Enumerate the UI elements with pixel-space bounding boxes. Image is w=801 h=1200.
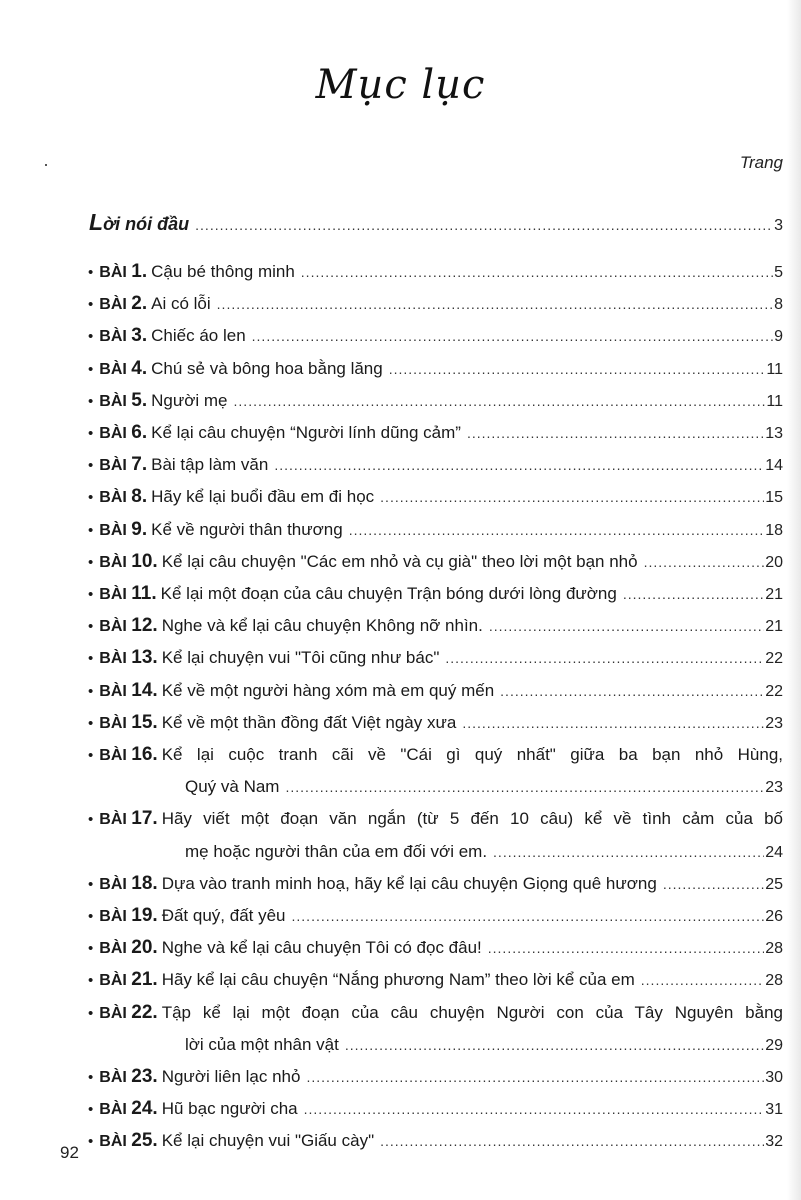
lesson-label — [99, 514, 147, 546]
lesson-title-continued: mẹ hoặc người thân của em đối với em. — [185, 841, 488, 861]
bullet-icon: • — [88, 650, 94, 668]
lesson-prefix: BÀI — [99, 972, 127, 990]
lesson-label — [99, 546, 157, 578]
lesson-label — [99, 707, 157, 739]
lesson-prefix: BÀI — [99, 360, 127, 378]
lesson-number: 20. — [131, 937, 158, 959]
toc-entry[interactable] — [88, 481, 783, 513]
lesson-page-number: 21 — [765, 618, 783, 636]
bullet-icon: • — [88, 811, 94, 829]
lesson-prefix: BÀI — [99, 618, 127, 636]
lesson-prefix: BÀI — [99, 264, 127, 281]
bullet-icon: • — [88, 1004, 94, 1022]
dot-leader — [349, 515, 765, 546]
lesson-number: 4. — [131, 357, 148, 379]
lesson-prefix: BÀI — [99, 425, 127, 443]
bullet-icon: • — [88, 1101, 94, 1119]
lesson-prefix: BÀI — [99, 1069, 127, 1087]
lesson-prefix: BÀI — [99, 1133, 127, 1151]
bullet-icon: • — [88, 972, 94, 990]
lesson-title: Chú sẻ và bông hoa bằng lăng — [151, 358, 383, 378]
lesson-number: 11. — [131, 583, 157, 605]
dot-leader — [663, 869, 764, 900]
lesson-number: 3. — [131, 325, 148, 347]
bullet-icon: • — [88, 1069, 94, 1087]
lesson-title: Kể về một thần đồng đất Việt ngày xưa — [161, 712, 457, 732]
page-edge-shadow — [787, 0, 801, 1200]
lesson-page-number: 14 — [765, 457, 783, 475]
lesson-prefix: BÀI — [99, 714, 127, 732]
dot-leader — [304, 1094, 765, 1125]
lesson-number: 25. — [131, 1130, 158, 1152]
lesson-title: Nghe và kể lại câu chuyện Tôi có đọc đâu! — [161, 938, 482, 958]
lesson-label — [99, 932, 157, 964]
lesson-number: 19. — [131, 905, 158, 927]
lesson-page-number: 28 — [765, 972, 783, 990]
lesson-label — [99, 385, 147, 417]
toc-entry[interactable] — [88, 803, 783, 867]
lesson-label — [99, 1061, 157, 1093]
dot-leader — [644, 547, 765, 578]
lesson-label — [99, 256, 147, 288]
toc-entry[interactable] — [88, 997, 783, 1061]
lesson-prefix: BÀI — [99, 553, 127, 571]
lesson-title: Đất quý, đất yêu — [161, 906, 286, 926]
lesson-number: 1. — [131, 261, 148, 282]
toc-entry[interactable] — [88, 642, 783, 674]
lesson-title: Tập kể lại một đoạn của câu chuyện Người con của Tây Nguyên bằng — [161, 1002, 783, 1022]
dot-leader — [500, 676, 764, 707]
lesson-page-number: 20 — [765, 553, 783, 571]
lesson-label — [99, 417, 147, 449]
toc-entry[interactable] — [88, 675, 783, 707]
lesson-title: Hãy kể lại câu chuyện “Nắng phương Nam” theo lời kể của em — [161, 970, 635, 990]
dot-leader — [274, 450, 764, 481]
lesson-label — [99, 578, 156, 610]
lesson-title: Kể về người thân thương — [151, 519, 343, 539]
toc-entry[interactable] — [88, 868, 783, 900]
lesson-title: Cậu bé thông minh — [151, 262, 295, 281]
lesson-prefix: BÀI — [99, 489, 127, 507]
lesson-page-number: 11 — [766, 360, 783, 378]
lesson-label — [99, 964, 157, 996]
lesson-label — [99, 900, 157, 932]
lesson-number: 5. — [131, 389, 148, 411]
bullet-icon: • — [88, 489, 94, 507]
dot-leader — [380, 482, 764, 513]
lesson-page-number: 13 — [765, 425, 783, 443]
lesson-number: 15. — [131, 711, 158, 733]
lesson-title: Ai có lỗi — [151, 294, 211, 314]
lesson-prefix: BÀI — [99, 940, 127, 958]
lesson-prefix: BÀI — [99, 328, 127, 346]
intro-page-number: 3 — [774, 217, 783, 234]
dot-leader — [641, 965, 764, 996]
page-title: Mục lục — [315, 62, 486, 108]
lesson-number: 6. — [131, 422, 148, 444]
lesson-number: 21. — [131, 969, 158, 991]
page-column-label: Trang — [739, 153, 783, 172]
toc-entry[interactable] — [88, 1093, 783, 1125]
bullet-icon: • — [88, 425, 94, 443]
lesson-prefix: BÀI — [99, 908, 127, 926]
lesson-page-number: 23 — [765, 779, 783, 797]
lesson-number: 24. — [131, 1098, 158, 1120]
lesson-label — [99, 610, 157, 642]
toc-entry-intro[interactable] — [89, 209, 783, 236]
lesson-prefix: BÀI — [99, 457, 127, 475]
dot-leader — [380, 1126, 764, 1157]
lesson-page-number: 25 — [765, 875, 783, 893]
bullet-icon: • — [88, 875, 94, 893]
lesson-page-number: 5 — [774, 264, 783, 281]
lesson-number: 9. — [131, 518, 148, 540]
bullet-icon: • — [88, 296, 94, 314]
lesson-title: Kể lại chuyện vui "Giấu cày" — [161, 1131, 375, 1151]
lesson-page-number: 22 — [765, 650, 783, 668]
toc-entry[interactable] — [88, 546, 783, 578]
lesson-page-number: 8 — [774, 296, 783, 314]
toc-entry[interactable] — [88, 578, 783, 610]
lesson-prefix: BÀI — [99, 1004, 127, 1022]
toc-entry[interactable] — [88, 256, 783, 288]
lesson-prefix: BÀI — [99, 392, 127, 410]
toc-entry[interactable] — [88, 385, 783, 417]
lesson-prefix: BÀI — [99, 875, 127, 893]
lesson-page-number: 24 — [765, 843, 783, 861]
lesson-page-number: 29 — [765, 1036, 783, 1054]
lesson-label — [99, 481, 147, 513]
lesson-page-number: 32 — [765, 1133, 783, 1151]
lesson-page-number: 30 — [765, 1069, 783, 1087]
toc-entry[interactable] — [88, 932, 783, 964]
lesson-page-number: 21 — [765, 586, 783, 604]
bullet-icon: • — [88, 682, 94, 700]
lesson-title: Kể lại chuyện vui "Tôi cũng như bác" — [161, 648, 440, 668]
lesson-prefix: BÀI — [99, 650, 127, 668]
lesson-label — [99, 642, 157, 674]
toc-entry[interactable] — [88, 1061, 783, 1093]
lesson-number: 7. — [131, 454, 148, 476]
bullet-icon: • — [88, 328, 94, 346]
dot-leader — [252, 321, 773, 352]
lesson-title: Kể lại cuộc tranh cãi về "Cái gì quý nhất" giữa ba bạn nhỏ Hùng, — [161, 745, 783, 765]
bullet-icon: • — [88, 521, 94, 539]
lesson-prefix: BÀI — [99, 682, 127, 700]
lesson-label — [99, 675, 157, 707]
toc-entry[interactable] — [88, 900, 783, 932]
toc-entry[interactable] — [88, 514, 783, 546]
lesson-prefix: BÀI — [99, 747, 127, 765]
bullet-icon: • — [88, 392, 94, 410]
lesson-page-number: 11 — [766, 392, 783, 410]
lesson-label — [99, 1093, 157, 1125]
bullet-icon: • — [88, 908, 94, 926]
lesson-title-continued: Quý và Nam — [185, 777, 280, 797]
dot-leader — [195, 217, 773, 233]
lesson-page-number: 9 — [774, 328, 783, 346]
lesson-page-number: 18 — [765, 521, 783, 539]
footer-page-number: 92 — [60, 1143, 79, 1162]
dot-leader — [389, 354, 766, 385]
lesson-title: Kể lại câu chuyện "Các em nhỏ và cụ già" theo lời một bạn nhỏ — [161, 551, 638, 571]
toc-entry[interactable] — [88, 288, 783, 320]
bullet-icon: • — [88, 360, 94, 378]
dot-leader — [488, 933, 764, 964]
toc-entry[interactable] — [88, 417, 783, 449]
bullet-icon: • — [88, 618, 94, 636]
toc-entry[interactable] — [88, 1125, 783, 1157]
scan-speck — [45, 164, 47, 166]
lesson-title: Bài tập làm văn — [151, 455, 269, 475]
toc-entry[interactable] — [88, 449, 783, 481]
toc-entry[interactable] — [88, 610, 783, 642]
lesson-number: 16. — [131, 744, 158, 766]
bullet-icon: • — [88, 1133, 94, 1151]
table-of-contents — [88, 256, 783, 1158]
bullet-icon: • — [88, 714, 94, 732]
lesson-number: 23. — [131, 1066, 158, 1088]
lesson-number: 8. — [131, 486, 148, 508]
lesson-label — [99, 803, 157, 835]
lesson-page-number: 26 — [765, 908, 783, 926]
bullet-icon: • — [88, 264, 94, 281]
lesson-title: Kể lại một đoạn của câu chuyện Trận bóng dưới lòng đường — [160, 584, 617, 604]
lesson-label — [99, 449, 147, 481]
lesson-prefix: BÀI — [99, 521, 127, 539]
lesson-number: 2. — [131, 293, 148, 315]
toc-entry[interactable] — [88, 739, 783, 803]
dot-leader — [623, 579, 764, 610]
dot-leader — [306, 1062, 764, 1093]
bullet-icon: • — [88, 586, 94, 604]
lesson-page-number: 23 — [765, 714, 783, 732]
lesson-label — [99, 353, 147, 385]
intro-label-initial: L — [89, 209, 104, 235]
lesson-title: Hãy viết một đoạn văn ngắn (từ 5 đến 10 câu) kể về tình cảm của bố — [161, 809, 783, 829]
lesson-page-number: 22 — [765, 682, 783, 700]
dot-leader — [292, 901, 765, 932]
lesson-title: Hãy kể lại buổi đầu em đi học — [151, 487, 375, 507]
dot-leader — [285, 772, 764, 803]
lesson-prefix: BÀI — [99, 811, 127, 829]
lesson-label — [99, 739, 157, 771]
lesson-number: 10. — [131, 550, 158, 572]
lesson-prefix: BÀI — [99, 586, 127, 604]
bullet-icon: • — [88, 940, 94, 958]
bullet-icon: • — [88, 457, 94, 475]
lesson-title: Hũ bạc người cha — [161, 1099, 298, 1119]
lesson-title-continued: lời của một nhân vật — [185, 1034, 339, 1054]
intro-label-rest: ời nói đầu — [103, 214, 190, 234]
dot-leader — [301, 257, 773, 288]
lesson-label — [99, 1125, 157, 1157]
lesson-number: 14. — [131, 679, 158, 701]
lesson-label — [99, 868, 157, 900]
toc-entry[interactable] — [88, 353, 783, 385]
lesson-number: 22. — [131, 1001, 158, 1023]
dot-leader — [493, 837, 764, 868]
lesson-title: Người liên lạc nhỏ — [161, 1067, 301, 1087]
lesson-number: 17. — [131, 808, 158, 830]
lesson-label — [99, 997, 157, 1029]
lesson-page-number: 15 — [765, 489, 783, 507]
lesson-number: 18. — [131, 872, 158, 894]
toc-entry[interactable] — [88, 964, 783, 996]
dot-leader — [489, 611, 764, 642]
dot-leader — [234, 386, 766, 417]
bullet-icon: • — [88, 553, 94, 571]
dot-leader — [467, 418, 764, 449]
lesson-title: Dựa vào tranh minh hoạ, hãy kể lại câu chuyện Giọng quê hương — [161, 873, 657, 893]
lesson-title: Chiếc áo len — [151, 326, 246, 346]
lesson-label — [99, 288, 147, 320]
lesson-title: Kể lại câu chuyện “Người lính dũng cảm” — [151, 423, 461, 443]
toc-entry[interactable] — [88, 707, 783, 739]
lesson-title: Kể về một người hàng xóm mà em quý mến — [161, 680, 495, 700]
lesson-title: Người mẹ — [151, 390, 228, 410]
lesson-page-number: 28 — [765, 940, 783, 958]
lesson-title: Nghe và kể lại câu chuyện Không nỡ nhìn. — [161, 616, 483, 636]
intro-label — [89, 209, 189, 236]
dot-leader — [217, 289, 773, 320]
lesson-page-number: 31 — [765, 1101, 783, 1119]
dot-leader — [345, 1030, 764, 1061]
dot-leader — [462, 708, 764, 739]
lesson-label — [99, 320, 147, 352]
lesson-number: 12. — [131, 615, 158, 637]
lesson-number: 13. — [131, 647, 158, 669]
toc-entry[interactable] — [88, 320, 783, 352]
lesson-prefix: BÀI — [99, 296, 127, 314]
lesson-prefix: BÀI — [99, 1101, 127, 1119]
bullet-icon: • — [88, 747, 94, 765]
dot-leader — [445, 643, 764, 674]
